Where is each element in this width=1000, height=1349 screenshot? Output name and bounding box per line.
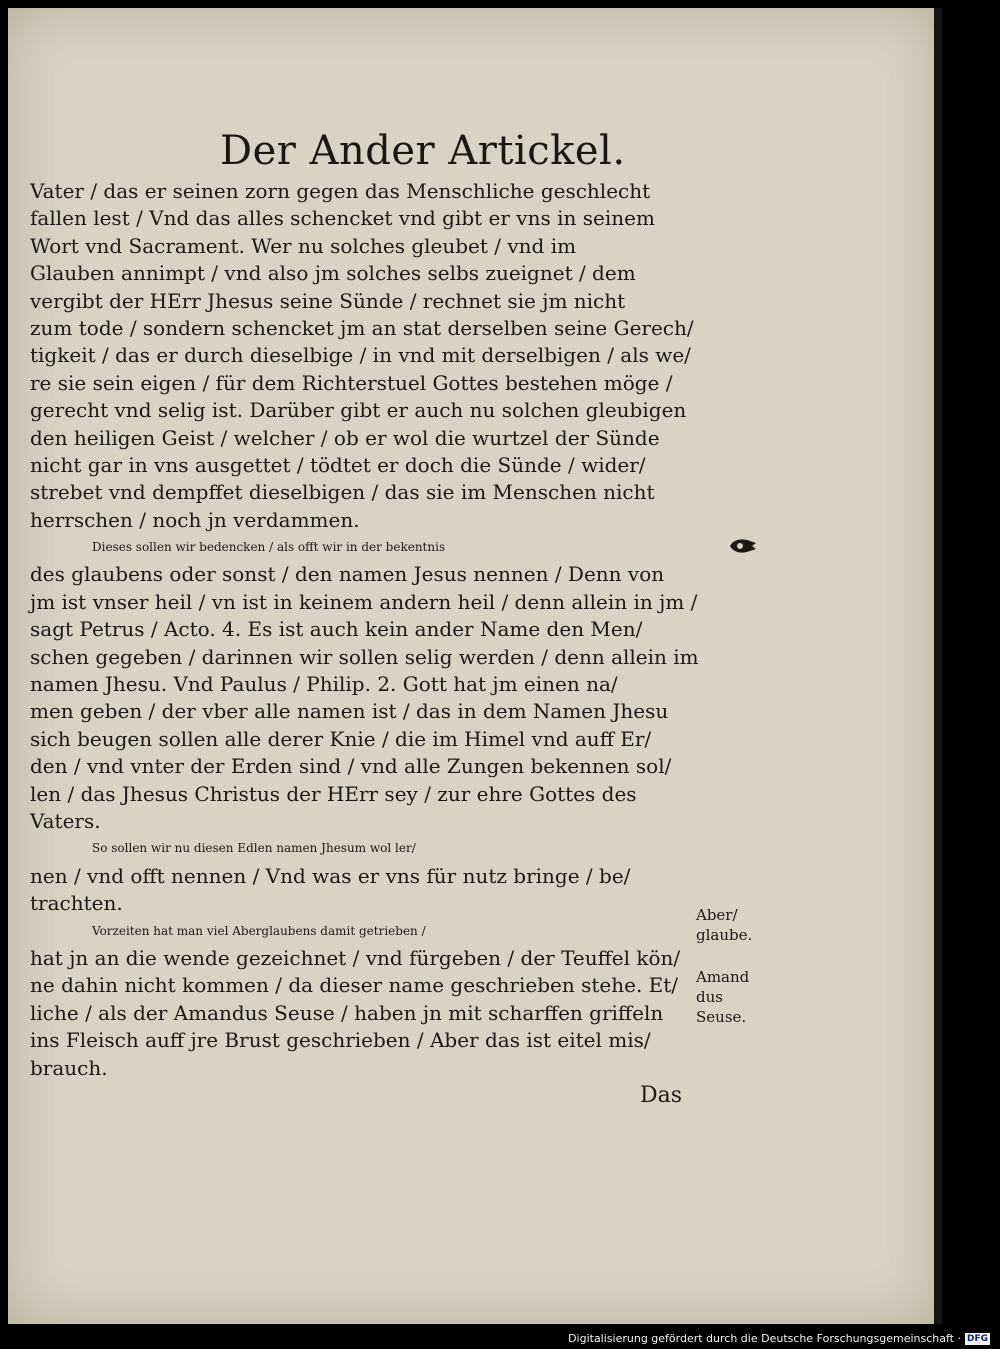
text-line: tigkeit / das er durch dieselbige / in vnd mit derselbigen / als we/ (30, 343, 691, 368)
marginal-note (696, 905, 796, 945)
text-line: men geben / der vber alle namen ist / das in dem Namen Jhesu (30, 699, 669, 724)
text-line: vergibt der HErr Jhesus seine Sünde / rechnet sie jm nicht (30, 288, 626, 313)
text-line: sich beugen sollen alle derer Knie / die im Himel vnd auff Er/ (30, 726, 652, 751)
text-line: den heiligen Geist / welcher / ob er wol die wurtzel der Sünde (30, 425, 660, 450)
page-edge (934, 8, 942, 1324)
text-line: hat jn an die wende gezeichnet / vnd fürgeben / der Teuffel kön/ (30, 945, 681, 970)
marginal-note-line: Amand (696, 968, 750, 986)
text-line: ins Fleisch auff jre Brust geschrieben / Aber das ist eitel mis/ (30, 1028, 651, 1053)
text-line: Wort vnd Sacrament. Wer nu solches gleubet / vnd im (30, 233, 577, 258)
text-line: sagt Petrus / Acto. 4. Es ist auch kein ander Name den Men/ (30, 617, 643, 642)
marginal-note (696, 967, 796, 1027)
text-line: schen gegeben / darinnen wir sollen selig werden / denn allein im (30, 644, 699, 669)
text-line: zum tode / sondern schencket jm an stat derselben seine Gerech/ (30, 315, 694, 340)
text-line: Vorzeiten hat man viel Aberglaubens damit getrieben / (92, 923, 426, 938)
text-line: Glauben annimpt / vnd also jm solches selbs zueignet / dem (30, 261, 636, 286)
marginal-note-line: Aber/ (696, 906, 738, 924)
marginal-note-line: Seuse. (696, 1008, 747, 1026)
text-line: strebet vnd dempffet dieselbigen / das sie im Menschen nicht (30, 480, 655, 505)
text-line: Dieses sollen wir bedencken / als offt wir in der bekentnis (92, 540, 446, 555)
text-line: Vaters. (30, 808, 101, 833)
text-line: namen Jhesu. Vnd Paulus / Philip. 2. Gott hat jm einen na/ (30, 672, 618, 697)
dfg-logo: DFG (966, 1333, 988, 1344)
text-line: fallen lest / Vnd das alles schencket vnd gibt er vns in seinem (30, 206, 655, 231)
text-line: Vater / das er seinen zorn gegen das Menschliche geschlecht (30, 179, 651, 203)
footer-text: Digitalisierung gefördert durch die Deutsche Forschungsgemeinschaft · (568, 1332, 961, 1345)
catchword: Das (640, 1083, 683, 1108)
marginal-note-line: glaube. (696, 926, 753, 944)
page-heading: Der Ander Artickel. (220, 128, 626, 174)
text-line: So sollen wir nu diesen Edlen namen Jhesum wol ler/ (92, 841, 416, 856)
text-line: len / das Jhesus Christus der HErr sey / zur ehre Gottes des (30, 781, 637, 806)
body-text (30, 178, 700, 1082)
digitization-footer (568, 1332, 990, 1345)
text-line: ne dahin nicht kommen / da dieser name geschrieben stehe. Et/ (30, 973, 679, 998)
text-line: jm ist vnser heil / vn ist in keinem andern heil / denn allein in jm / (30, 589, 698, 614)
text-line: herrschen / noch jn verdammen. (30, 507, 360, 532)
text-line: re sie sein eigen / für dem Richterstuel Gottes bestehen möge / (30, 370, 673, 395)
marginal-notes (696, 905, 796, 1049)
text-line: des glaubens oder sonst / den namen Jesus nennen / Denn von (30, 562, 665, 587)
text-line: brauch. (30, 1055, 108, 1080)
text-line: trachten. (30, 891, 123, 916)
text-line: nicht gar in vns ausgettet / tödtet er doch die Sünde / wider/ (30, 452, 646, 477)
manicule-icon (728, 537, 758, 555)
marginal-note-line: dus (696, 988, 723, 1006)
text-line: nen / vnd offt nennen / Vnd was er vns für nutz bringe / be/ (30, 863, 631, 888)
text-line: den / vnd vnter der Erden sind / vnd alle Zungen bekennen sol/ (30, 754, 672, 779)
text-line: gerecht vnd selig ist. Darüber gibt er auch nu solchen gleubigen (30, 398, 687, 423)
text-line: liche / als der Amandus Seuse / haben jn mit scharffen griffeln (30, 1000, 664, 1025)
